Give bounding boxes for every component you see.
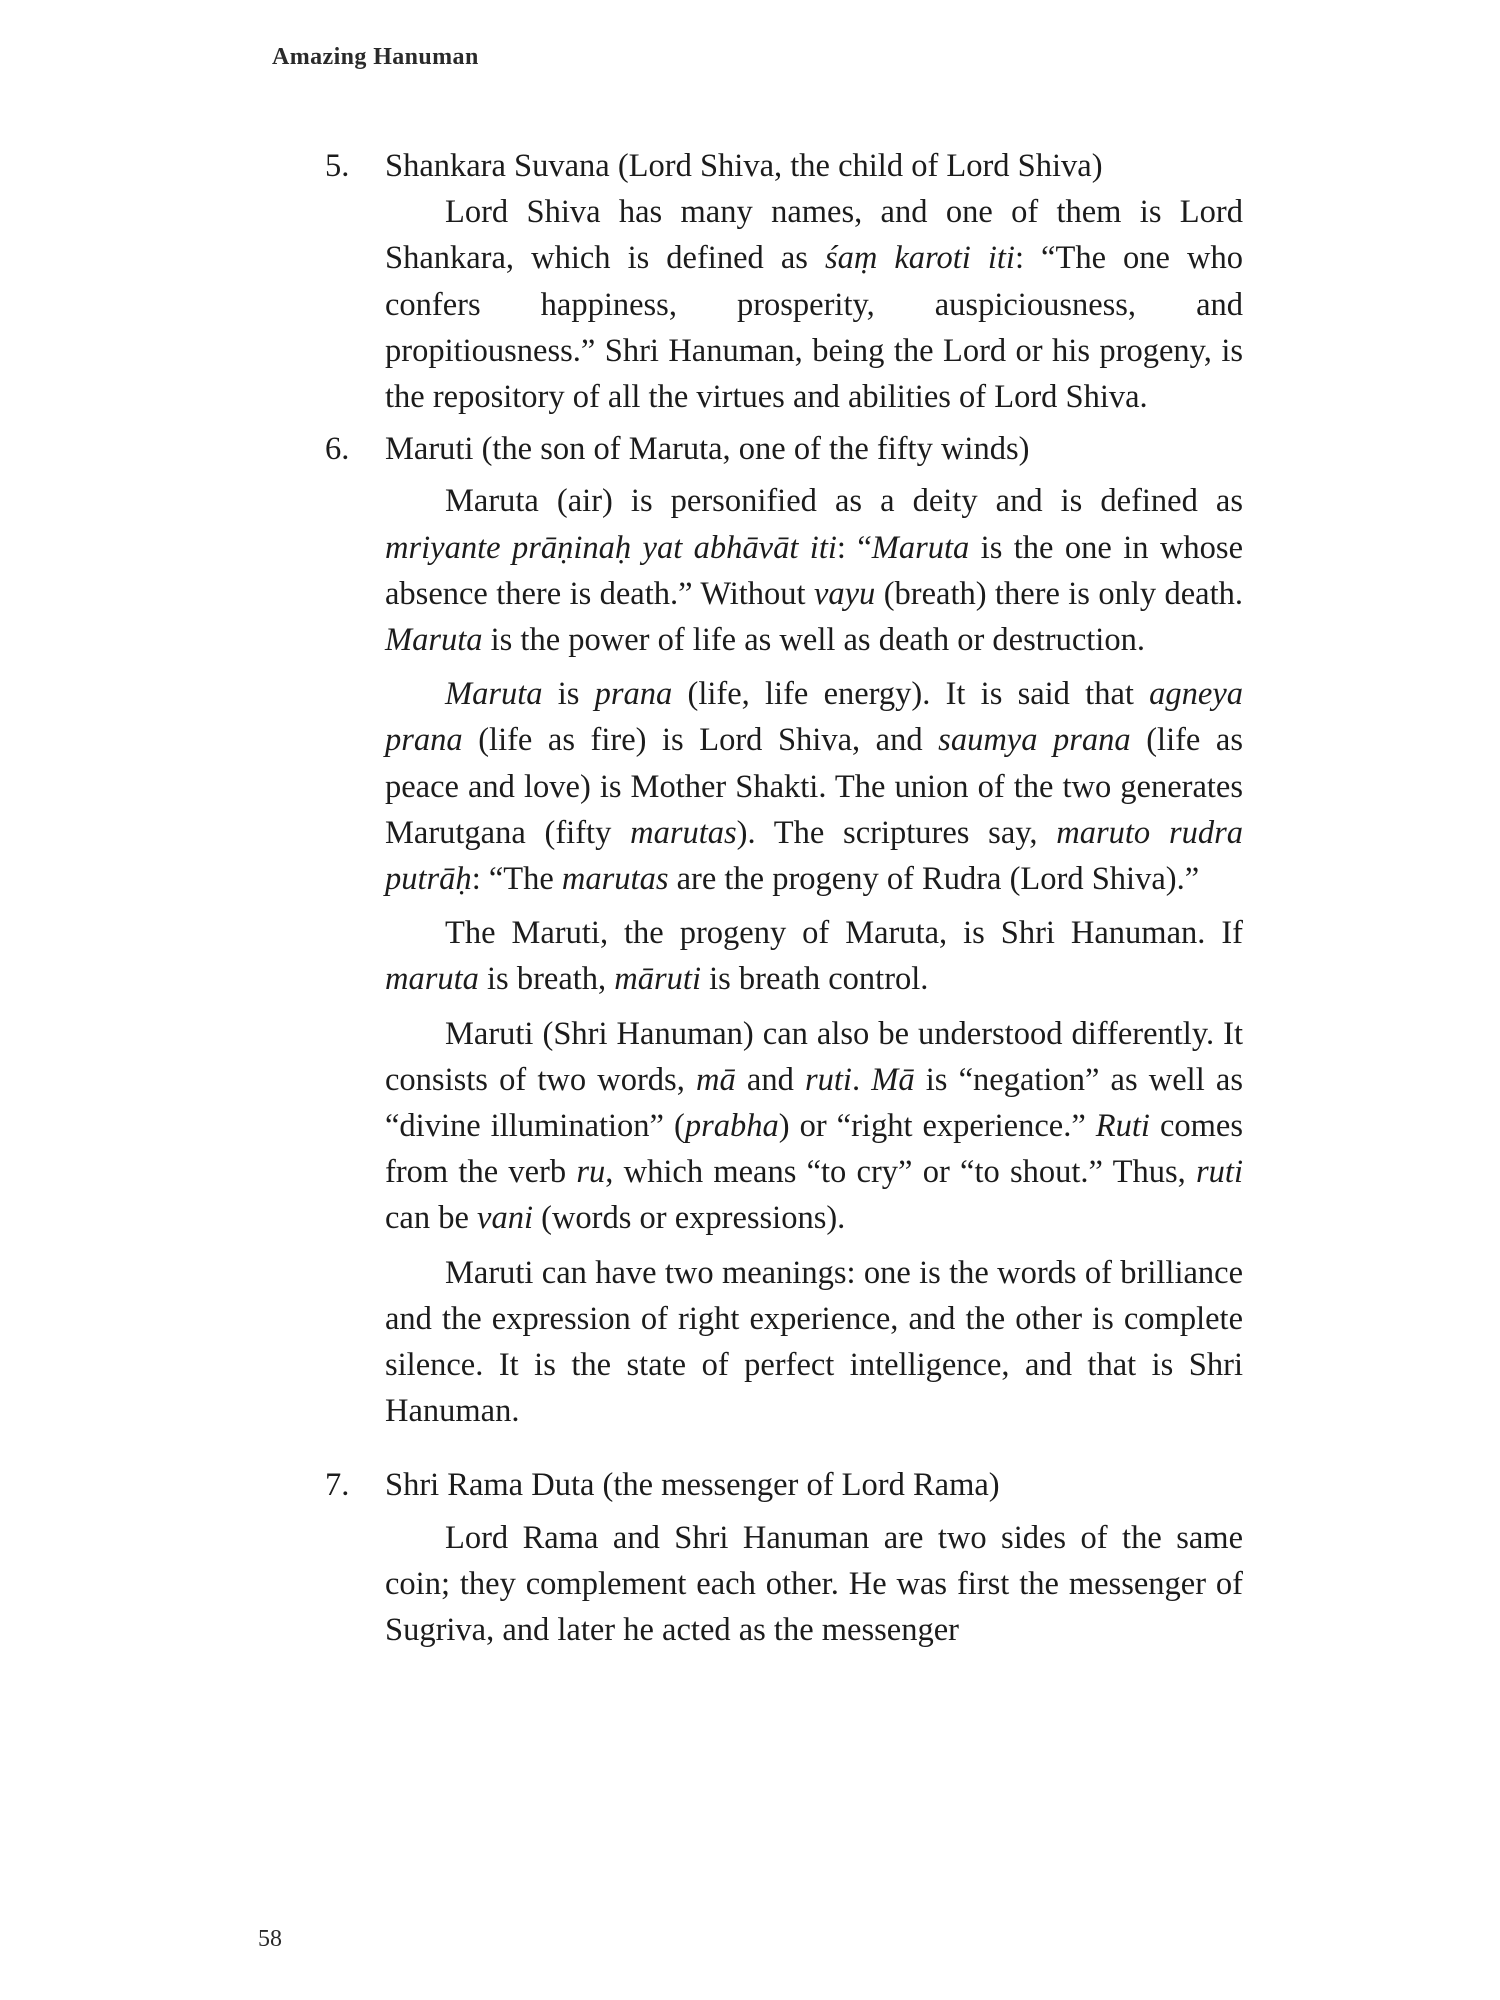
item-6-paragraph-4 bbox=[385, 1011, 1243, 1242]
text-run: : “The one who confers happiness, prosperity, auspiciousness, and propitiousness.” Shri Hanuman, being the Lord or his progeny, is the repository of all the virtues and abilities of Lord Shiva. bbox=[385, 240, 1243, 416]
text-run: comes from the verb bbox=[385, 1108, 1243, 1191]
page-body bbox=[325, 143, 1243, 1653]
italic-term: māruti bbox=[614, 961, 701, 998]
text-run: is “negation” as well as “divine illumination” ( bbox=[385, 1061, 1243, 1145]
italic-term: vani bbox=[477, 1200, 533, 1237]
text-run: Maruta (air) is personified as a deity and is defined as bbox=[445, 483, 1243, 520]
italic-term: agneya prana bbox=[385, 676, 1243, 759]
item-7-paragraph-1: Lord Rama and Shri Hanuman are two sides of the same coin; they complement each other. He was first the messenger of Sugriva, and later he acted as the messenger bbox=[385, 1519, 1243, 1649]
italic-term: ru bbox=[576, 1154, 606, 1191]
text-run: (breath) there is only death. bbox=[875, 575, 1243, 612]
list-item-7 bbox=[325, 1462, 1243, 1653]
item-7-heading bbox=[325, 1462, 1243, 1508]
text-run: Maruti (Shri Hanuman) can also be understood differently. It consists of two words, bbox=[385, 1015, 1243, 1098]
item-6-paragraph-2 bbox=[385, 671, 1243, 902]
item-6-number: 6. bbox=[325, 431, 350, 468]
italic-term: saumya prana bbox=[938, 722, 1131, 759]
italic-term: Maruta bbox=[871, 529, 970, 566]
item-5-heading bbox=[325, 143, 1243, 189]
text-run: (life as fire) is Lord Shiva, and bbox=[462, 722, 939, 759]
text-run: : “The bbox=[471, 861, 562, 898]
italic-term: prana bbox=[594, 676, 673, 713]
italic-term: maruto rudra putrāḥ bbox=[385, 814, 1243, 898]
text-run: can be bbox=[385, 1200, 478, 1237]
item-7-number: 7. bbox=[325, 1467, 350, 1504]
text-run: are the progeny of Rudra (Lord Shiva).” bbox=[668, 861, 1200, 898]
text-run: is breath, bbox=[478, 961, 615, 998]
italic-term: prabha bbox=[684, 1108, 779, 1145]
italic-term: marutas bbox=[561, 861, 669, 898]
text-run: is the power of life as well as death or destruction. bbox=[482, 622, 1145, 659]
item-5-number: 5. bbox=[325, 148, 350, 184]
italic-term: ruti bbox=[805, 1061, 852, 1098]
item-6-title: Maruti (the son of Maruta, one of the fifty winds) bbox=[385, 431, 1030, 468]
text-run: The Maruti, the progeny of Maruta, is Shri Hanuman. If bbox=[445, 915, 1243, 952]
item-6-paragraph-3 bbox=[385, 910, 1243, 1002]
list-item-5 bbox=[325, 143, 1243, 420]
italic-term: maruta bbox=[385, 961, 479, 998]
text-run: is the one in whose absence there is death.” Without bbox=[385, 529, 1243, 612]
italic-term: śaṃ karoti iti bbox=[824, 240, 1015, 277]
item-6-heading bbox=[325, 426, 1243, 472]
text-run: (words or expressions). bbox=[533, 1200, 846, 1237]
italic-term: marutas bbox=[630, 814, 737, 851]
text-run: is breath control. bbox=[700, 961, 929, 998]
page-number: 58 bbox=[258, 1926, 282, 1952]
item-5-paragraph-1 bbox=[385, 189, 1243, 420]
text-run: : “ bbox=[836, 529, 872, 566]
italic-term: mriyante prāṇinaḥ yat abhāvāt iti bbox=[385, 529, 837, 566]
italic-term: Maruta bbox=[385, 622, 483, 659]
list-item-6 bbox=[325, 426, 1243, 1434]
running-title: Amazing Hanuman bbox=[272, 44, 479, 70]
text-run: (life, life energy). It is said that bbox=[672, 676, 1150, 713]
text-run: is bbox=[542, 676, 595, 713]
text-run: ). The scriptures say, bbox=[736, 814, 1057, 851]
text-run: and bbox=[735, 1061, 805, 1098]
text-run: . bbox=[851, 1061, 872, 1098]
italic-term: Maruta bbox=[445, 676, 543, 713]
item-7-title: Shri Rama Duta (the messenger of Lord Rama) bbox=[385, 1467, 1000, 1504]
italic-term: Ruti bbox=[1095, 1108, 1150, 1145]
italic-term: vayu bbox=[813, 575, 876, 612]
italic-term: Mā bbox=[871, 1061, 915, 1098]
item-6-paragraph-5: Maruti can have two meanings: one is the words of brilliance and the expression of right experience, and the other is complete silence. It is the state of perfect intelligence, and that is Shri Hanuman. bbox=[385, 1254, 1243, 1430]
text-run: (life as peace and love) is Mother Shakti. The union of the two generates Marutgana (fifty bbox=[385, 722, 1243, 851]
italic-term: ruti bbox=[1196, 1154, 1243, 1191]
text-run: ) or “right experience.” bbox=[778, 1108, 1096, 1145]
text-run: Lord Shiva has many names, and one of them is Lord Shankara, which is defined as bbox=[385, 194, 1243, 277]
item-6-paragraph-1 bbox=[385, 478, 1243, 663]
text-run: , which means “to cry” or “to shout.” Thus, bbox=[605, 1154, 1197, 1191]
item-5-title: Shankara Suvana (Lord Shiva, the child of Lord Shiva) bbox=[385, 148, 1103, 184]
italic-term: mā bbox=[696, 1061, 736, 1098]
